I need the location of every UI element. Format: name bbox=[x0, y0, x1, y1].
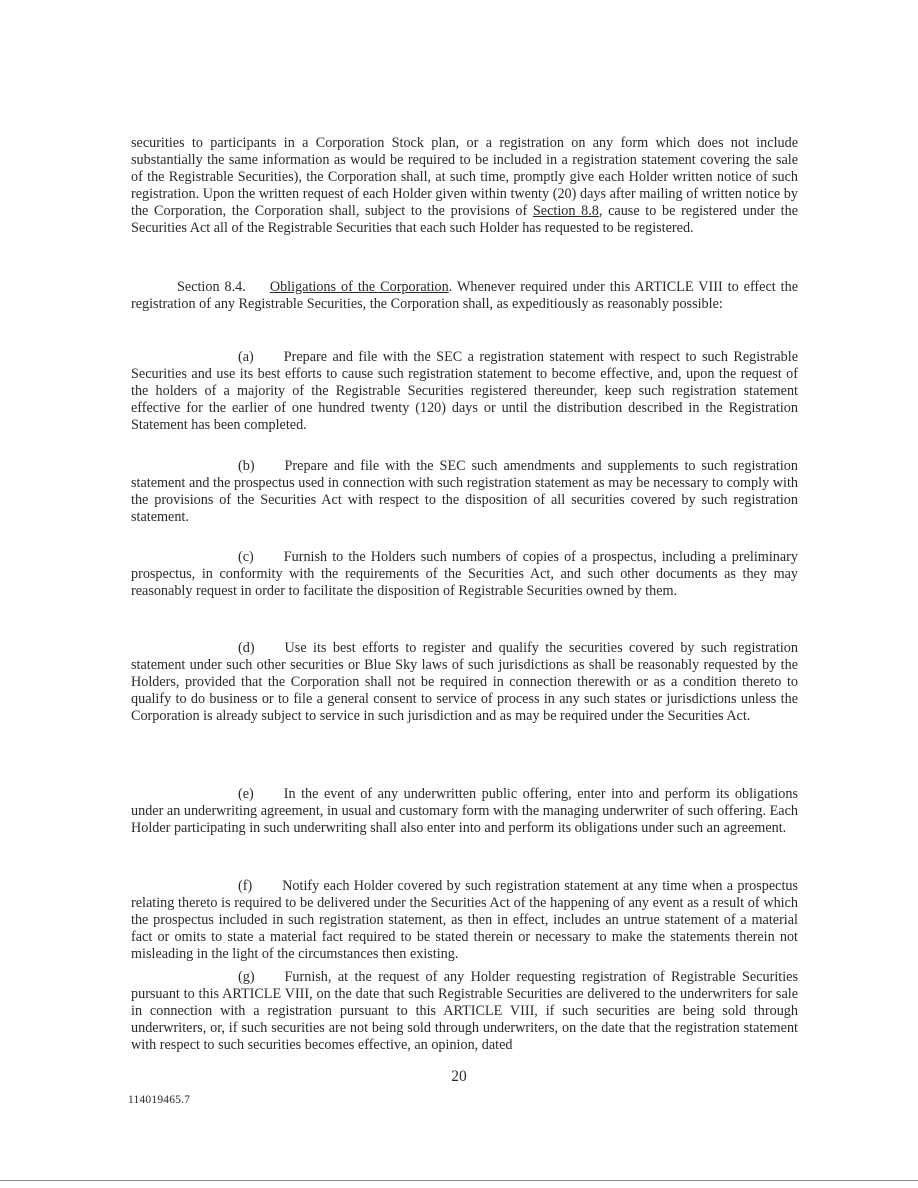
paragraph-lead-end: , cause to be registered under the Securities Act all of the Registrable Securities that each such Holder has requested to be registered. bbox=[131, 202, 798, 236]
paragraph-lead-text: securities to participants in a Corporation Stock plan, or a registration on any form which does not include substantially the same information as would be required to be included in a registration statement covering the sale of the Registrable Securities), the Corporation shall, at such time, promptly give each Holder written notice of such registration. Upon the written request of each Holder given within twenty (20) days after mailing of written notice by the Corporation, the Corporation shall, subject to the provisions of bbox=[131, 135, 798, 219]
section-8-8-reference: Section 8.8 bbox=[532, 202, 599, 219]
clause-label: (c) bbox=[238, 549, 254, 565]
scan-edge-line bbox=[0, 1180, 918, 1181]
clause-label: (f) bbox=[238, 878, 253, 894]
clause-f bbox=[131, 878, 798, 963]
section-8-4-paragraph bbox=[131, 279, 798, 313]
section-intro: . Whenever required under this ARTICLE VIII to effect the registration of any Registrable Securities, the Corporation shall, as expeditiously as reasonably possible: bbox=[131, 279, 799, 312]
clause-g bbox=[131, 969, 798, 1054]
clause-label: (e) bbox=[238, 786, 254, 802]
clause-text: Prepare and file with the SEC a registration statement with respect to such Registrable Securities and use its best efforts to cause such registration statement to become effective, and, upon the request of the holders of a majority of the Registrable Securities registered thereunder, keep such registration statement effective for the earlier of one hundred twenty (120) days or until the distribution described in the Registration Statement has been completed. bbox=[131, 349, 798, 433]
document-id: 114019465.7 bbox=[128, 1094, 191, 1106]
clause-e bbox=[131, 786, 798, 837]
clause-text: Furnish, at the request of any Holder requesting registration of Registrable Securities pursuant to this ARTICLE VIII, on the date that such Registrable Securities are delivered to the underwriters for sale in connection with a registration pursuant to this ARTICLE VIII, if such securities are being sold through underwriters, or, if such securities are not being sold through underwriters, on the date that the registration statement with respect to such securities becomes effective, an opinion, dated bbox=[131, 969, 798, 1053]
clause-label: (a) bbox=[238, 349, 254, 365]
paragraph-lead bbox=[131, 135, 798, 236]
clause-a bbox=[131, 349, 798, 434]
clause-text: Furnish to the Holders such numbers of copies of a prospectus, including a preliminary prospectus, in conformity with the requirements of the Securities Act, and such other documents as they may reasonably request in order to facilitate the disposition of Registrable Securities owned by them. bbox=[131, 549, 798, 599]
clause-text: In the event of any underwritten public offering, enter into and perform its obligations under an underwriting agreement, in usual and customary form with the managing underwriter of such offering. Each Holder participating in such underwriting shall also enter into and perform its obligations under such an agreement. bbox=[131, 786, 798, 836]
clause-text: Notify each Holder covered by such registration statement at any time when a prospectus relating thereto is required to be delivered under the Securities Act of the happening of any event as a result of which the prospectus included in such registration statement, as then in effect, includes an untrue statement of a material fact or omits to state a material fact required to be stated therein or necessary to make the statements therein not misleading in the light of the circumstances then existing. bbox=[131, 878, 798, 962]
clause-b bbox=[131, 458, 798, 526]
clause-text: Prepare and file with the SEC such amendments and supplements to such registration statement and the prospectus used in connection with such registration statement as may be necessary to comply with the provisions of the Securities Act with respect to the disposition of all securities covered by such registration statement. bbox=[131, 458, 798, 525]
clause-d bbox=[131, 640, 798, 725]
clause-label: (b) bbox=[238, 458, 255, 474]
clause-text: Use its best efforts to register and qualify the securities covered by such registration statement under such other securities or Blue Sky laws of such jurisdictions as shall be reasonably requested by the Holders, provided that the Corporation shall not be required in connection therewith or as a condition thereto to qualify to do business or to file a general consent to service of process in any such states or jurisdictions unless the Corporation is already subject to service in such jurisdiction and as may be required under the Securities Act. bbox=[131, 640, 798, 724]
section-number: Section 8.4. bbox=[177, 279, 246, 295]
clause-label: (g) bbox=[238, 969, 255, 985]
clause-c bbox=[131, 549, 798, 600]
page-number: 20 bbox=[451, 1068, 467, 1085]
clause-label: (d) bbox=[238, 640, 255, 656]
section-title: Obligations of the Corporation bbox=[269, 279, 449, 295]
